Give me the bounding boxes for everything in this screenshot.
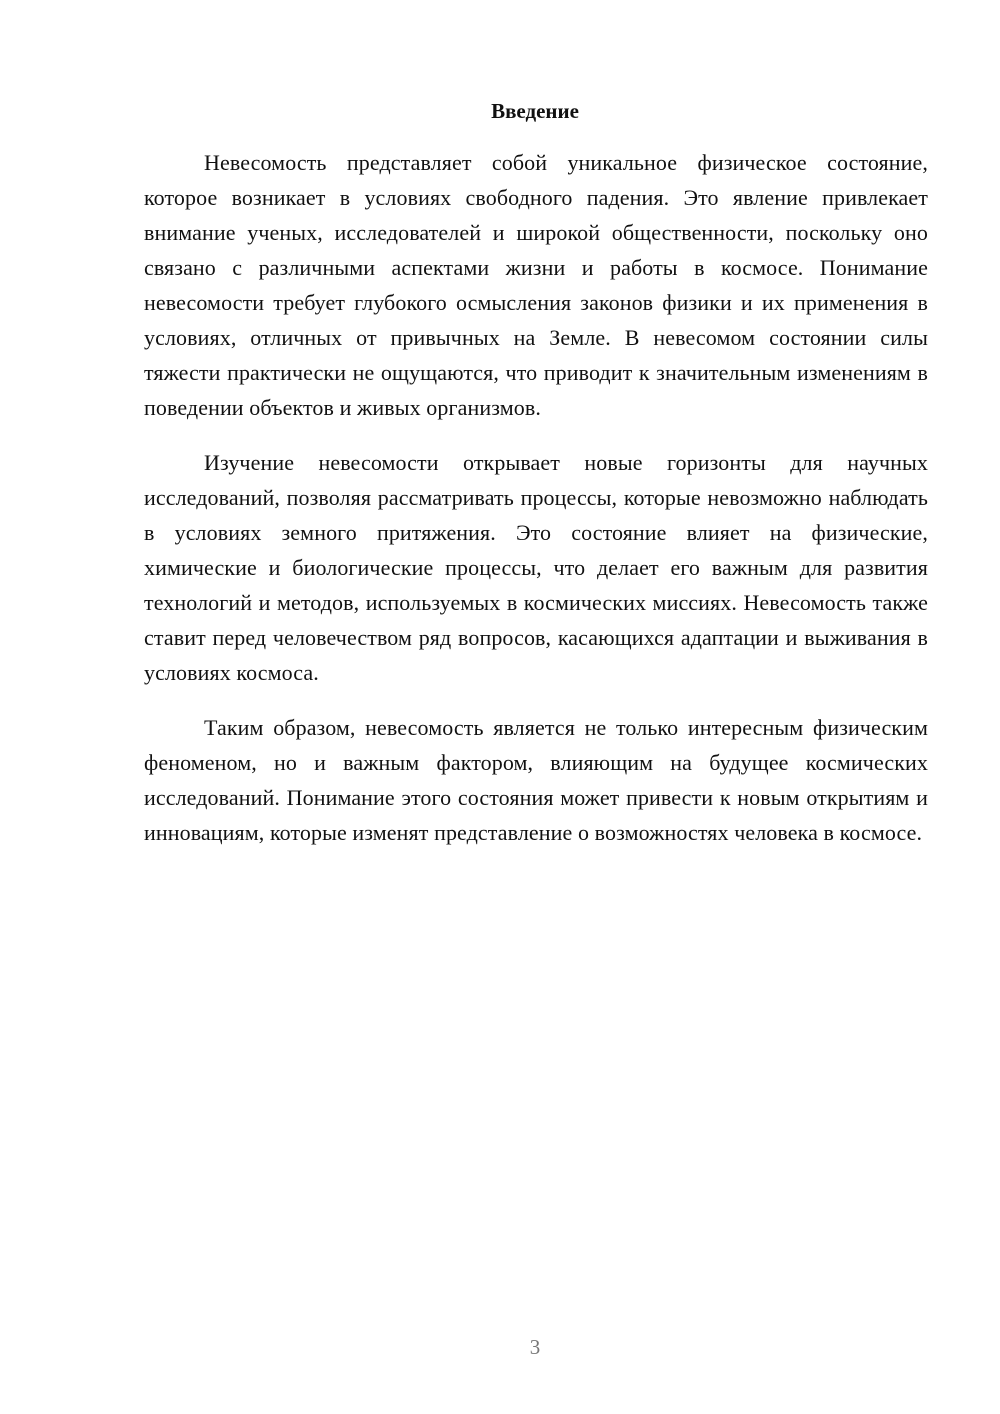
body-text (144, 145, 928, 870)
page-number: 3 (529, 1335, 541, 1359)
paragraph-3: Таким образом, невесомость является не только интересным физическим феноменом, но и важным фактором, влияющим на будущее космических исследований. Понимание этого состояния может привести к новым открытиям и инновациям, которые изменят представление о возможностях человека в космосе. (144, 715, 928, 845)
section-heading: Введение (491, 99, 579, 123)
paragraph-1: Невесомость представляет собой уникальное физическое состояние, которое возникает в условиях свободного падения. Это явление привлекает внимание ученых, исследователей и широкой общественности, поскольку оно связано с различными аспектами жизни и работы в космосе. Понимание невесомости требует глубокого осмысления законов физики и их применения в условиях, отличных от привычных на Земле. В невесомом состоянии силы тяжести практически не ощущаются, что приводит к значительным изменениям в поведении объектов и живых организмов. (144, 150, 928, 420)
paragraph-2: Изучение невесомости открывает новые горизонты для научных исследований, позволяя рассматривать процессы, которые невозможно наблюдать в условиях земного притяжения. Это состояние влияет на физические, химические и биологические процессы, что делает его важным для развития технологий и методов, используемых в космических миссиях. Невесомость также ставит перед человечеством ряд вопросов, касающихся адаптации и выживания в условиях космоса. (144, 450, 928, 685)
